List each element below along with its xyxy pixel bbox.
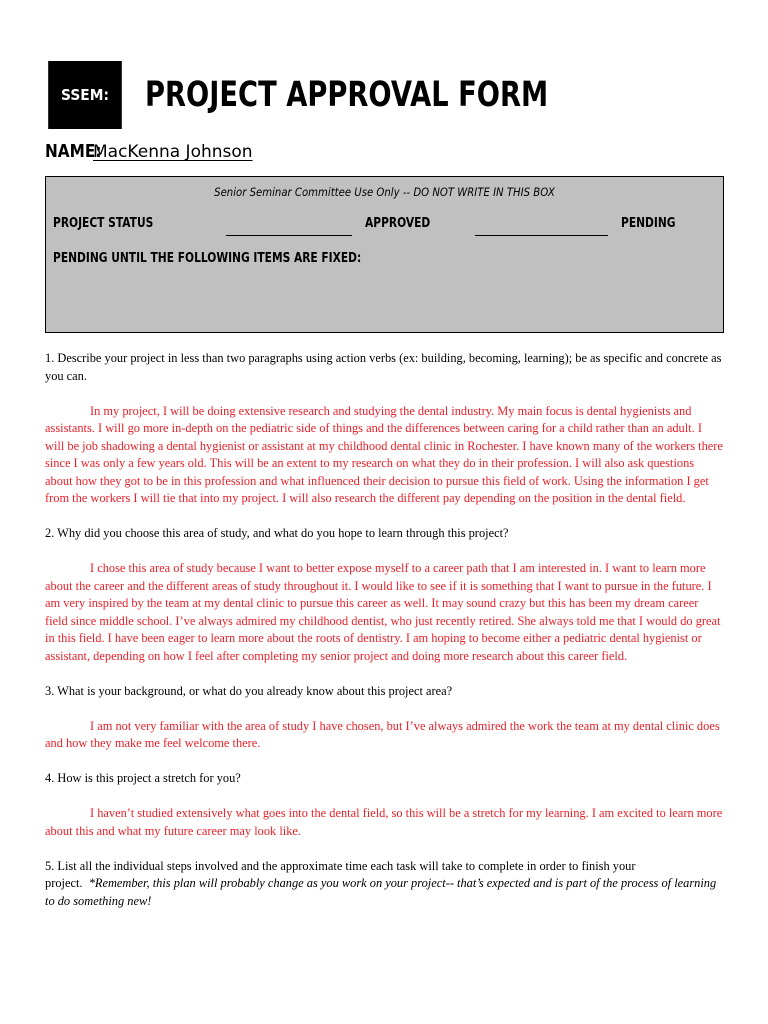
approved-blank-line [226, 235, 352, 236]
name-label: NAME: [45, 141, 102, 162]
pending-label: PENDING [621, 216, 676, 231]
question-5-note: *Remember, this plan will probably change as you work on your project-- that’s expected and is part of the process of learning to do something new! [45, 876, 717, 908]
project-status-row [53, 216, 715, 236]
questions-section [45, 350, 723, 910]
committee-use-box [45, 176, 724, 333]
question-2: 2. Why did you choose this area of study, and what do you hope to learn through this project? [45, 526, 509, 540]
name-value: MacKenna Johnson [93, 142, 253, 162]
committee-note: Senior Seminar Committee Use Only -- DO NOT WRITE IN THIS BOX [214, 185, 555, 199]
question-1: 1. Describe your project in less than two paragraphs using action verbs (ex: building, becoming, learning); be as specific and concrete as you can. [45, 351, 722, 383]
question-5-text: 5. List all the individual steps involved and the approximate time each task will take to complete in order to finish your project. [45, 858, 636, 890]
question-5 [45, 858, 723, 911]
question-3: 3. What is your background, or what do you already know about this project area? [45, 683, 453, 698]
answer-4: I haven’t studied extensively what goes into the dental field, so this will be a stretch for my learning. I am excited to learn more about this and what my future career may look like. [45, 806, 723, 838]
pending-blank-line [475, 235, 608, 236]
approved-label: APPROVED [365, 216, 431, 231]
answer-1: In my project, I will be doing extensive research and studying the dental industry. My main focus is dental hygienists and assistants. I will go more in-depth on the pediatric side of things and the differences between caring for a child rather than an adult. I will be job shadowing a dental hygienist or assistant at my childhood dental clinic in Rochester. I have known many of the workers there since I was only a few years old. This will be an extent to my research on what they do in their profession. I will also ask questions about how they got to be in this profession and what influenced their decision to pursue this field of work. Using the information I get from the workers I will tie that into my project. I will also research the different pay depending on the position in the dental field. [45, 403, 723, 505]
answer-2: I chose this area of study because I want to better expose myself to a career path that I am interested in. I want to learn more about the career and the different areas of study throughout it. I would like to see if it is something that I want to pursue in the future. I am very inspired by the team at my dental clinic to pursue this career as well. It may sound crazy but this has been my dream career field since middle school. I’ve always admired my childhood dentist, who just recently retired. She always told me that I would do great in this field. I have been eager to learn more about the roots of dentistry. I am hoping to become either a pediatric dental hygienist or assistant, depending on how I feel after completing my senior project and doing more research about this career field. [45, 561, 721, 663]
ssem-badge: SSEM: [48, 61, 122, 129]
project-status-label: PROJECT STATUS [53, 216, 154, 231]
form-title: PROJECT APPROVAL FORM [145, 75, 549, 115]
form-header [45, 61, 662, 129]
question-4: 4. How is this project a stretch for you? [45, 771, 241, 785]
pending-until-label: PENDING UNTIL THE FOLLOWING ITEMS ARE FIXED: [53, 251, 362, 266]
name-row [45, 141, 253, 162]
answer-3: I am not very familiar with the area of study I have chosen, but I’ve always admired the work the team at my dental clinic does and how they make me feel welcome there. [45, 718, 720, 750]
